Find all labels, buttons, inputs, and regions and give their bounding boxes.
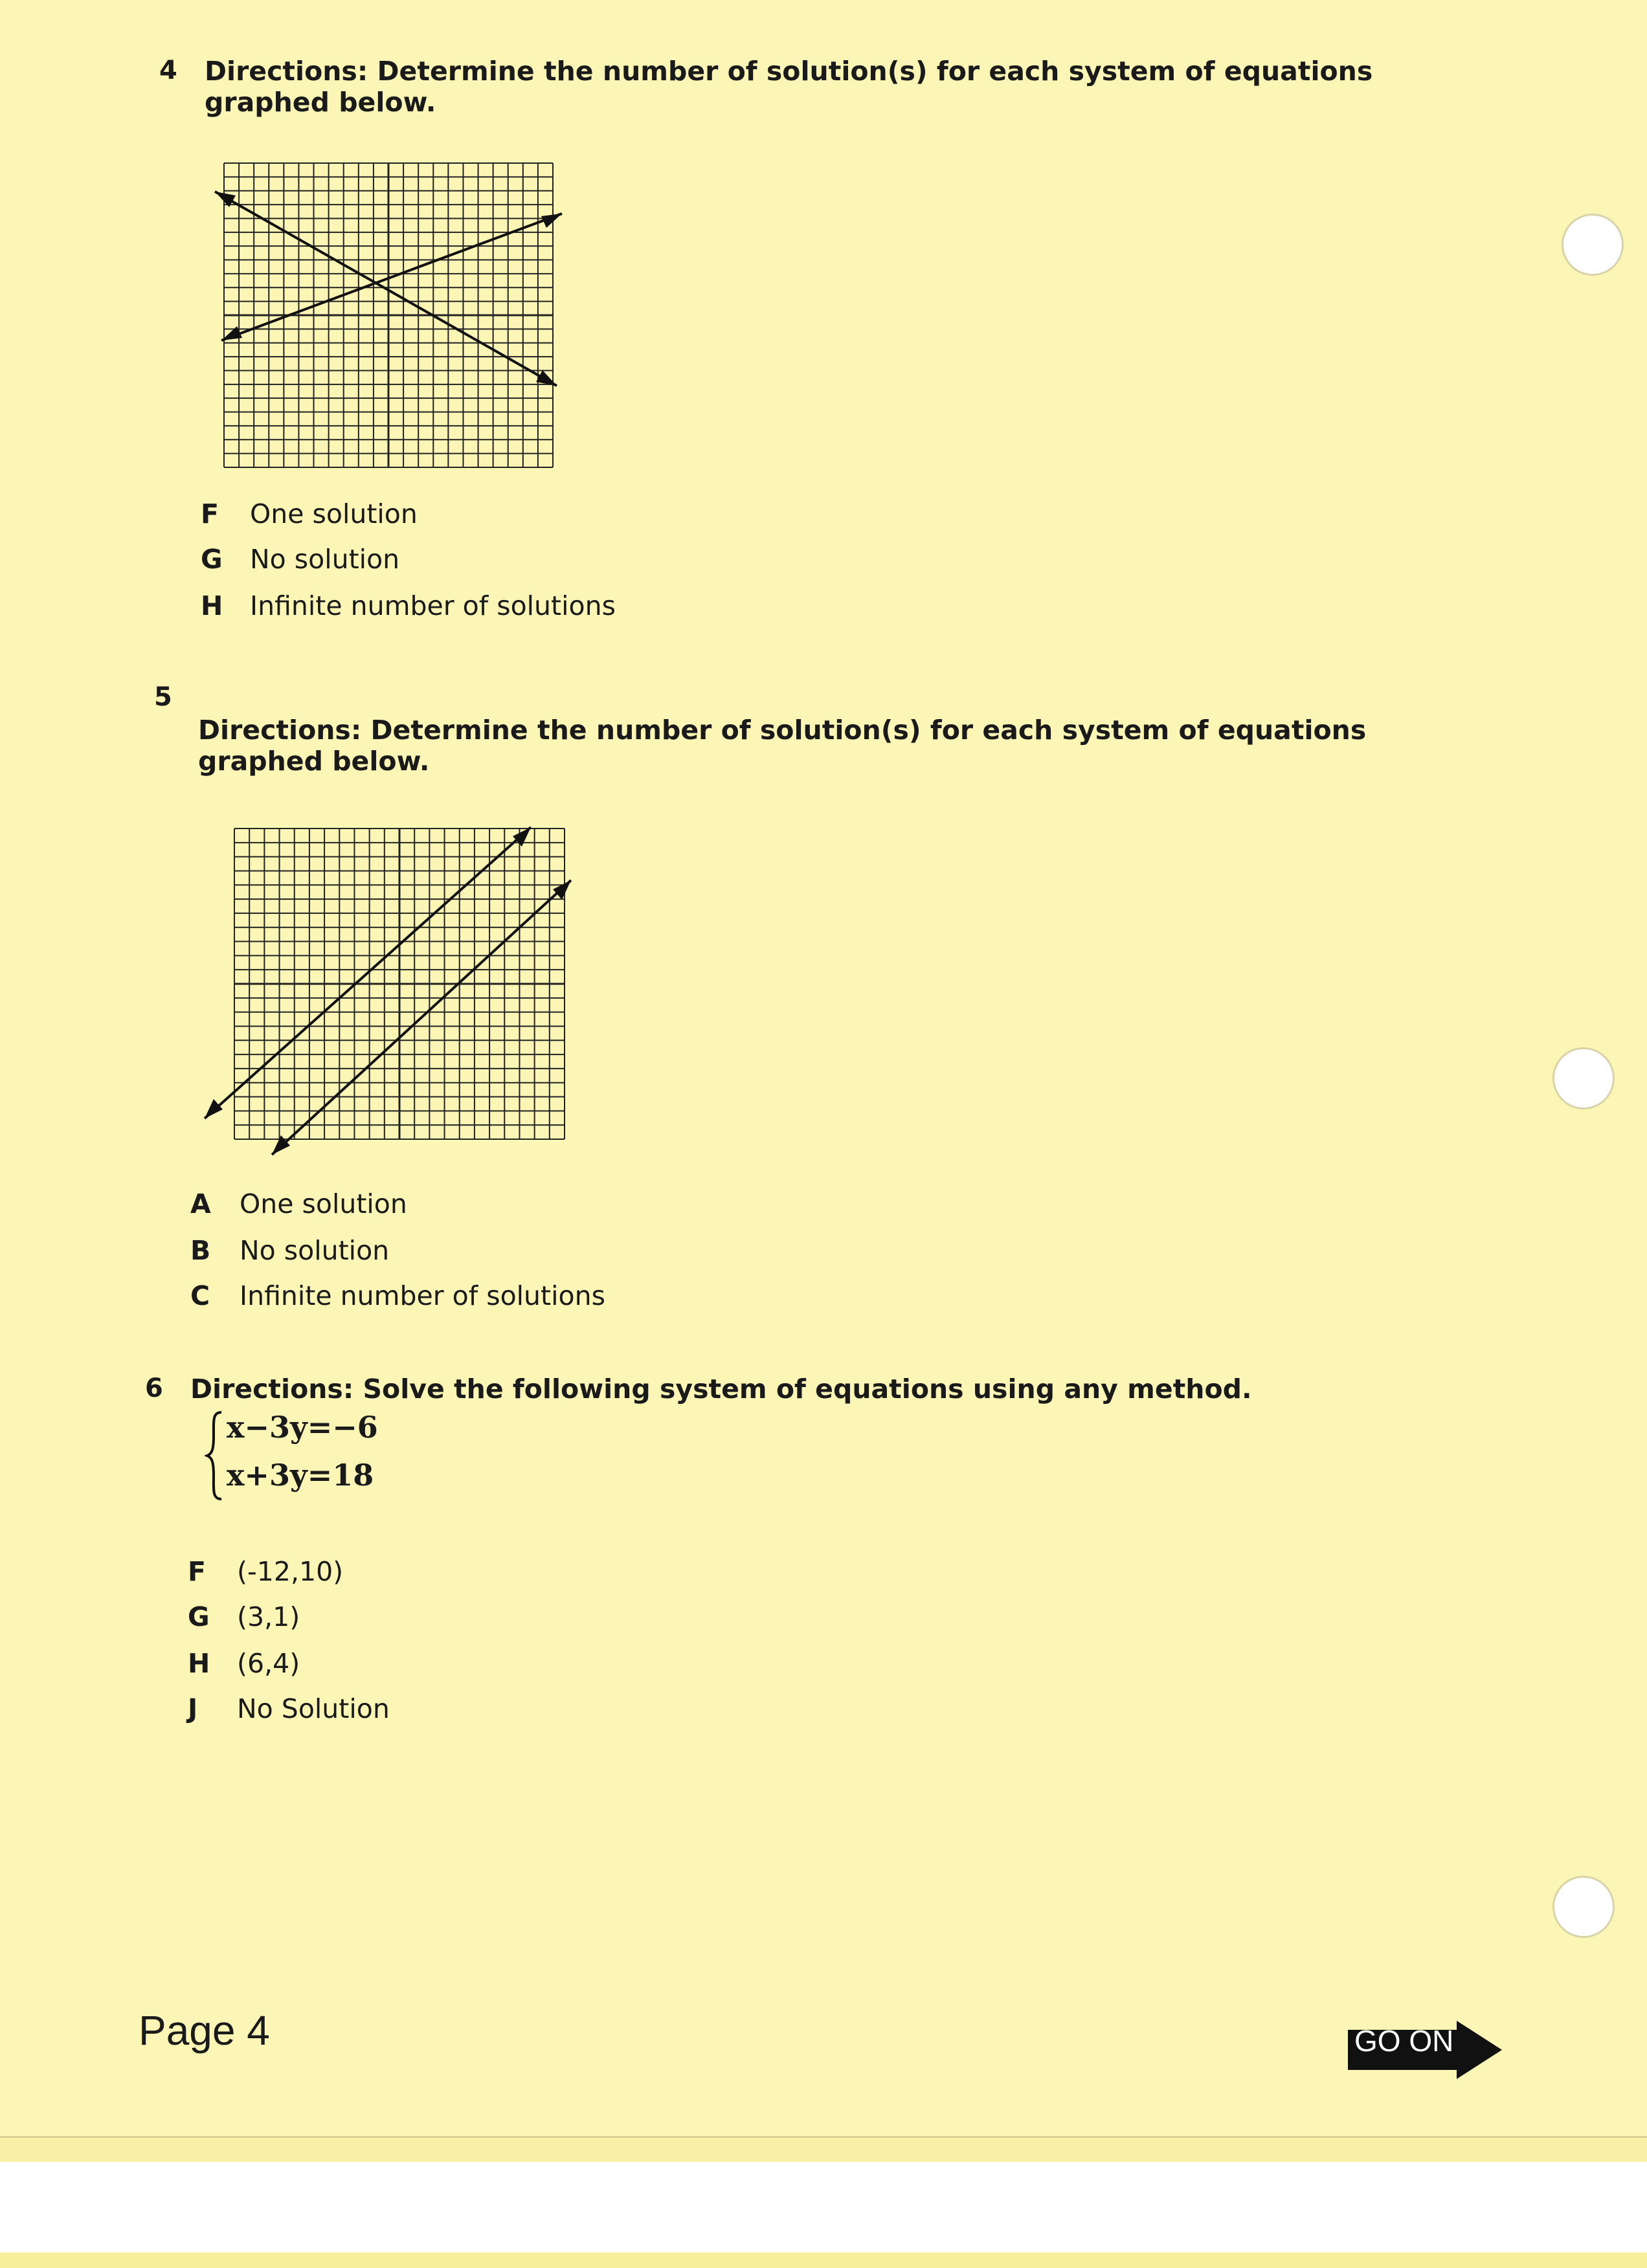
question-directions: Directions: Solve the following system of equations using any method. [190, 1373, 1252, 1405]
choice-text: No solution [250, 544, 400, 575]
question-number: 5 [154, 682, 172, 712]
arrowhead [541, 214, 562, 228]
choice-text: Infinite number of solutions [240, 1280, 605, 1311]
go-on-button[interactable] [1348, 2021, 1503, 2079]
arrowhead [513, 827, 531, 847]
answer-choice[interactable] [188, 1693, 390, 1724]
choice-letter: C [190, 1280, 210, 1311]
paper-edge [0, 2136, 1647, 2164]
choice-letter: B [190, 1235, 211, 1266]
choice-text: (6,4) [237, 1648, 300, 1679]
go-on-label: GO ON [1354, 2024, 1454, 2058]
answer-choice[interactable] [188, 1648, 300, 1679]
choice-text: One solution [250, 498, 418, 529]
page-number: Page 4 [139, 2007, 270, 2054]
binder-hole [1562, 214, 1624, 276]
graph-intersecting-lines [207, 155, 570, 479]
question-number: 4 [159, 56, 177, 85]
arrowhead [272, 1135, 290, 1155]
choice-letter: H [188, 1648, 210, 1679]
choice-text: (-12,10) [237, 1556, 344, 1587]
answer-choice[interactable] [188, 1556, 343, 1587]
answer-choice[interactable] [188, 1601, 300, 1632]
choice-letter: F [201, 498, 219, 529]
scan-margin-yellow [0, 2252, 1647, 2268]
equation-2: x+3y=18 [227, 1458, 374, 1493]
coordinate-grid [224, 163, 553, 467]
choice-text: (3,1) [237, 1601, 300, 1632]
answer-choice[interactable] [190, 1188, 407, 1219]
answer-choice[interactable] [201, 498, 418, 529]
answer-choice[interactable] [201, 590, 616, 621]
choice-letter: F [188, 1556, 207, 1587]
choice-letter: H [201, 590, 223, 621]
equation-system [205, 1410, 412, 1507]
binder-hole [1552, 1047, 1615, 1109]
choice-letter: G [188, 1601, 210, 1632]
curly-brace [205, 1410, 224, 1502]
equation-1: x−3y=−6 [227, 1410, 378, 1445]
choice-letter: J [188, 1693, 198, 1724]
choice-text: No solution [240, 1235, 390, 1266]
question-number: 6 [145, 1373, 163, 1403]
answer-choice[interactable] [190, 1235, 389, 1266]
question-directions: Directions: Determine the number of solution(s) for each system of equations graphed below. [205, 56, 1373, 118]
choice-letter: A [190, 1188, 211, 1219]
choice-text: Infinite number of solutions [250, 590, 616, 621]
arrowhead [205, 1099, 223, 1118]
choice-letter: G [201, 544, 223, 575]
question-directions: Directions: Determine the number of solution(s) for each system of equations graphed below. [198, 715, 1367, 777]
coordinate-grid [234, 828, 565, 1139]
arrowhead [553, 880, 571, 900]
answer-choice[interactable] [190, 1280, 605, 1311]
binder-hole [1552, 1876, 1615, 1938]
choice-text: One solution [240, 1188, 407, 1219]
answer-choice[interactable] [201, 544, 399, 575]
arrowhead [536, 370, 557, 386]
graph-parallel-lines [194, 821, 583, 1164]
choice-text: No Solution [237, 1693, 390, 1724]
